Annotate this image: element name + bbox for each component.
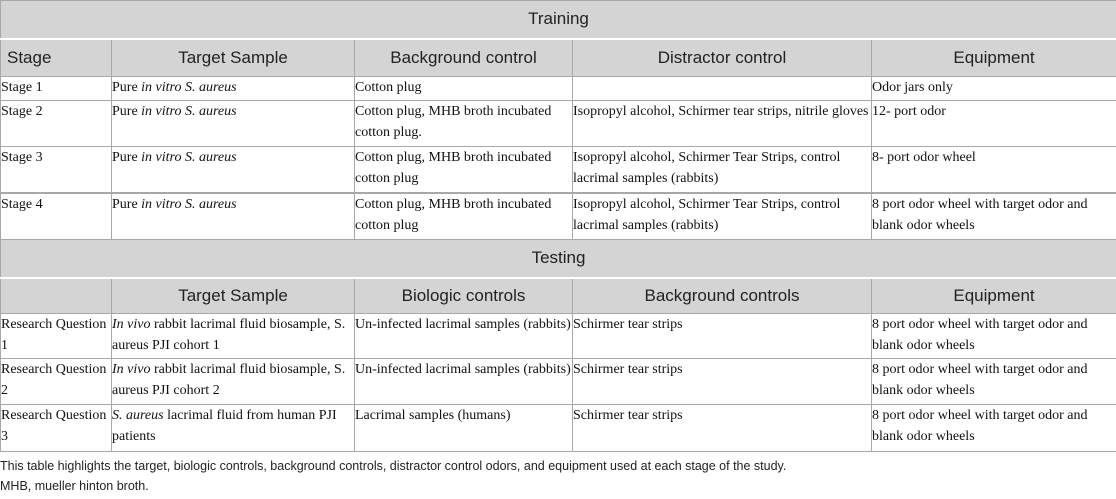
target-sample-cell: Pure in vitro S. aureus: [112, 77, 355, 101]
background-controls-cell: Schirmer tear strips: [573, 405, 872, 452]
header-stage: Stage: [1, 39, 112, 77]
background-control-cell: Cotton plug, MHB broth incubated cotton plug: [355, 193, 573, 240]
header-target-sample: Target Sample: [112, 278, 355, 314]
research-question-cell: Research Question 3: [1, 405, 112, 452]
stage-cell: Stage 3: [1, 147, 112, 193]
research-question-cell: Research Question 2: [1, 359, 112, 405]
equipment-cell: 8 port odor wheel with target odor and blank odor wheels: [872, 359, 1116, 405]
header-target-sample: Target Sample: [112, 39, 355, 77]
header-distractor-control: Distractor control: [573, 39, 872, 77]
table-row: [1, 193, 1116, 240]
table-row: [1, 101, 1116, 147]
target-sample-cell: Pure in vitro S. aureus: [112, 101, 355, 147]
biologic-controls-cell: Lacrimal samples (humans): [355, 405, 573, 452]
stage-cell: Stage 2: [1, 101, 112, 147]
stage-cell: Stage 4: [1, 193, 112, 240]
distractor-control-cell: [573, 77, 872, 101]
header-background-controls: Background controls: [573, 278, 872, 314]
equipment-cell: 8- port odor wheel: [872, 147, 1116, 193]
equipment-cell: 8 port odor wheel with target odor and blank odor wheels: [872, 193, 1116, 240]
background-controls-cell: Schirmer tear strips: [573, 359, 872, 405]
target-sample-cell: Pure in vitro S. aureus: [112, 147, 355, 193]
target-sample-cell: In vivo rabbit lacrimal fluid biosample, S. aureus PJI cohort 1: [112, 314, 355, 359]
header-biologic-controls: Biologic controls: [355, 278, 573, 314]
equipment-cell: 12- port odor: [872, 101, 1116, 147]
testing-section-title: Testing: [1, 240, 1116, 278]
table-footnotes: [0, 456, 786, 496]
header-empty: [1, 278, 112, 314]
background-control-cell: Cotton plug, MHB broth incubated cotton plug.: [355, 101, 573, 147]
distractor-control-cell: Isopropyl alcohol, Schirmer Tear Strips, control lacrimal samples (rabbits): [573, 193, 872, 240]
table-row: [1, 147, 1116, 193]
equipment-cell: 8 port odor wheel with target odor and blank odor wheels: [872, 405, 1116, 452]
footnote-description: This table highlights the target, biologic controls, background controls, distractor control odors, and equipment used at each stage of the study.: [0, 459, 787, 473]
equipment-cell: 8 port odor wheel with target odor and blank odor wheels: [872, 314, 1116, 359]
target-sample-cell: S. aureus lacrimal fluid from human PJI patients: [112, 405, 355, 452]
background-control-cell: Cotton plug, MHB broth incubated cotton plug: [355, 147, 573, 193]
header-equipment: Equipment: [872, 278, 1116, 314]
biologic-controls-cell: Un-infected lacrimal samples (rabbits): [355, 359, 573, 405]
table-row: [1, 314, 1116, 359]
header-equipment: Equipment: [872, 39, 1116, 77]
background-control-cell: Cotton plug: [355, 77, 573, 101]
stage-cell: Stage 1: [1, 77, 112, 101]
header-background-control: Background control: [355, 39, 573, 77]
table-row: [1, 405, 1116, 452]
equipment-cell: Odor jars only: [872, 77, 1116, 101]
distractor-control-cell: Isopropyl alcohol, Schirmer Tear Strips, control lacrimal samples (rabbits): [573, 147, 872, 193]
footnote-abbreviation: MHB, mueller hinton broth.: [0, 479, 149, 493]
target-sample-cell: In vivo rabbit lacrimal fluid biosample, S. aureus PJI cohort 2: [112, 359, 355, 405]
distractor-control-cell: Isopropyl alcohol, Schirmer tear strips, nitrile gloves: [573, 101, 872, 147]
research-question-cell: Research Question 1: [1, 314, 112, 359]
training-section-title: Training: [1, 1, 1116, 39]
table-row: [1, 77, 1116, 101]
background-controls-cell: Schirmer tear strips: [573, 314, 872, 359]
table-row: [1, 359, 1116, 405]
biologic-controls-cell: Un-infected lacrimal samples (rabbits): [355, 314, 573, 359]
target-sample-cell: Pure in vitro S. aureus: [112, 193, 355, 240]
